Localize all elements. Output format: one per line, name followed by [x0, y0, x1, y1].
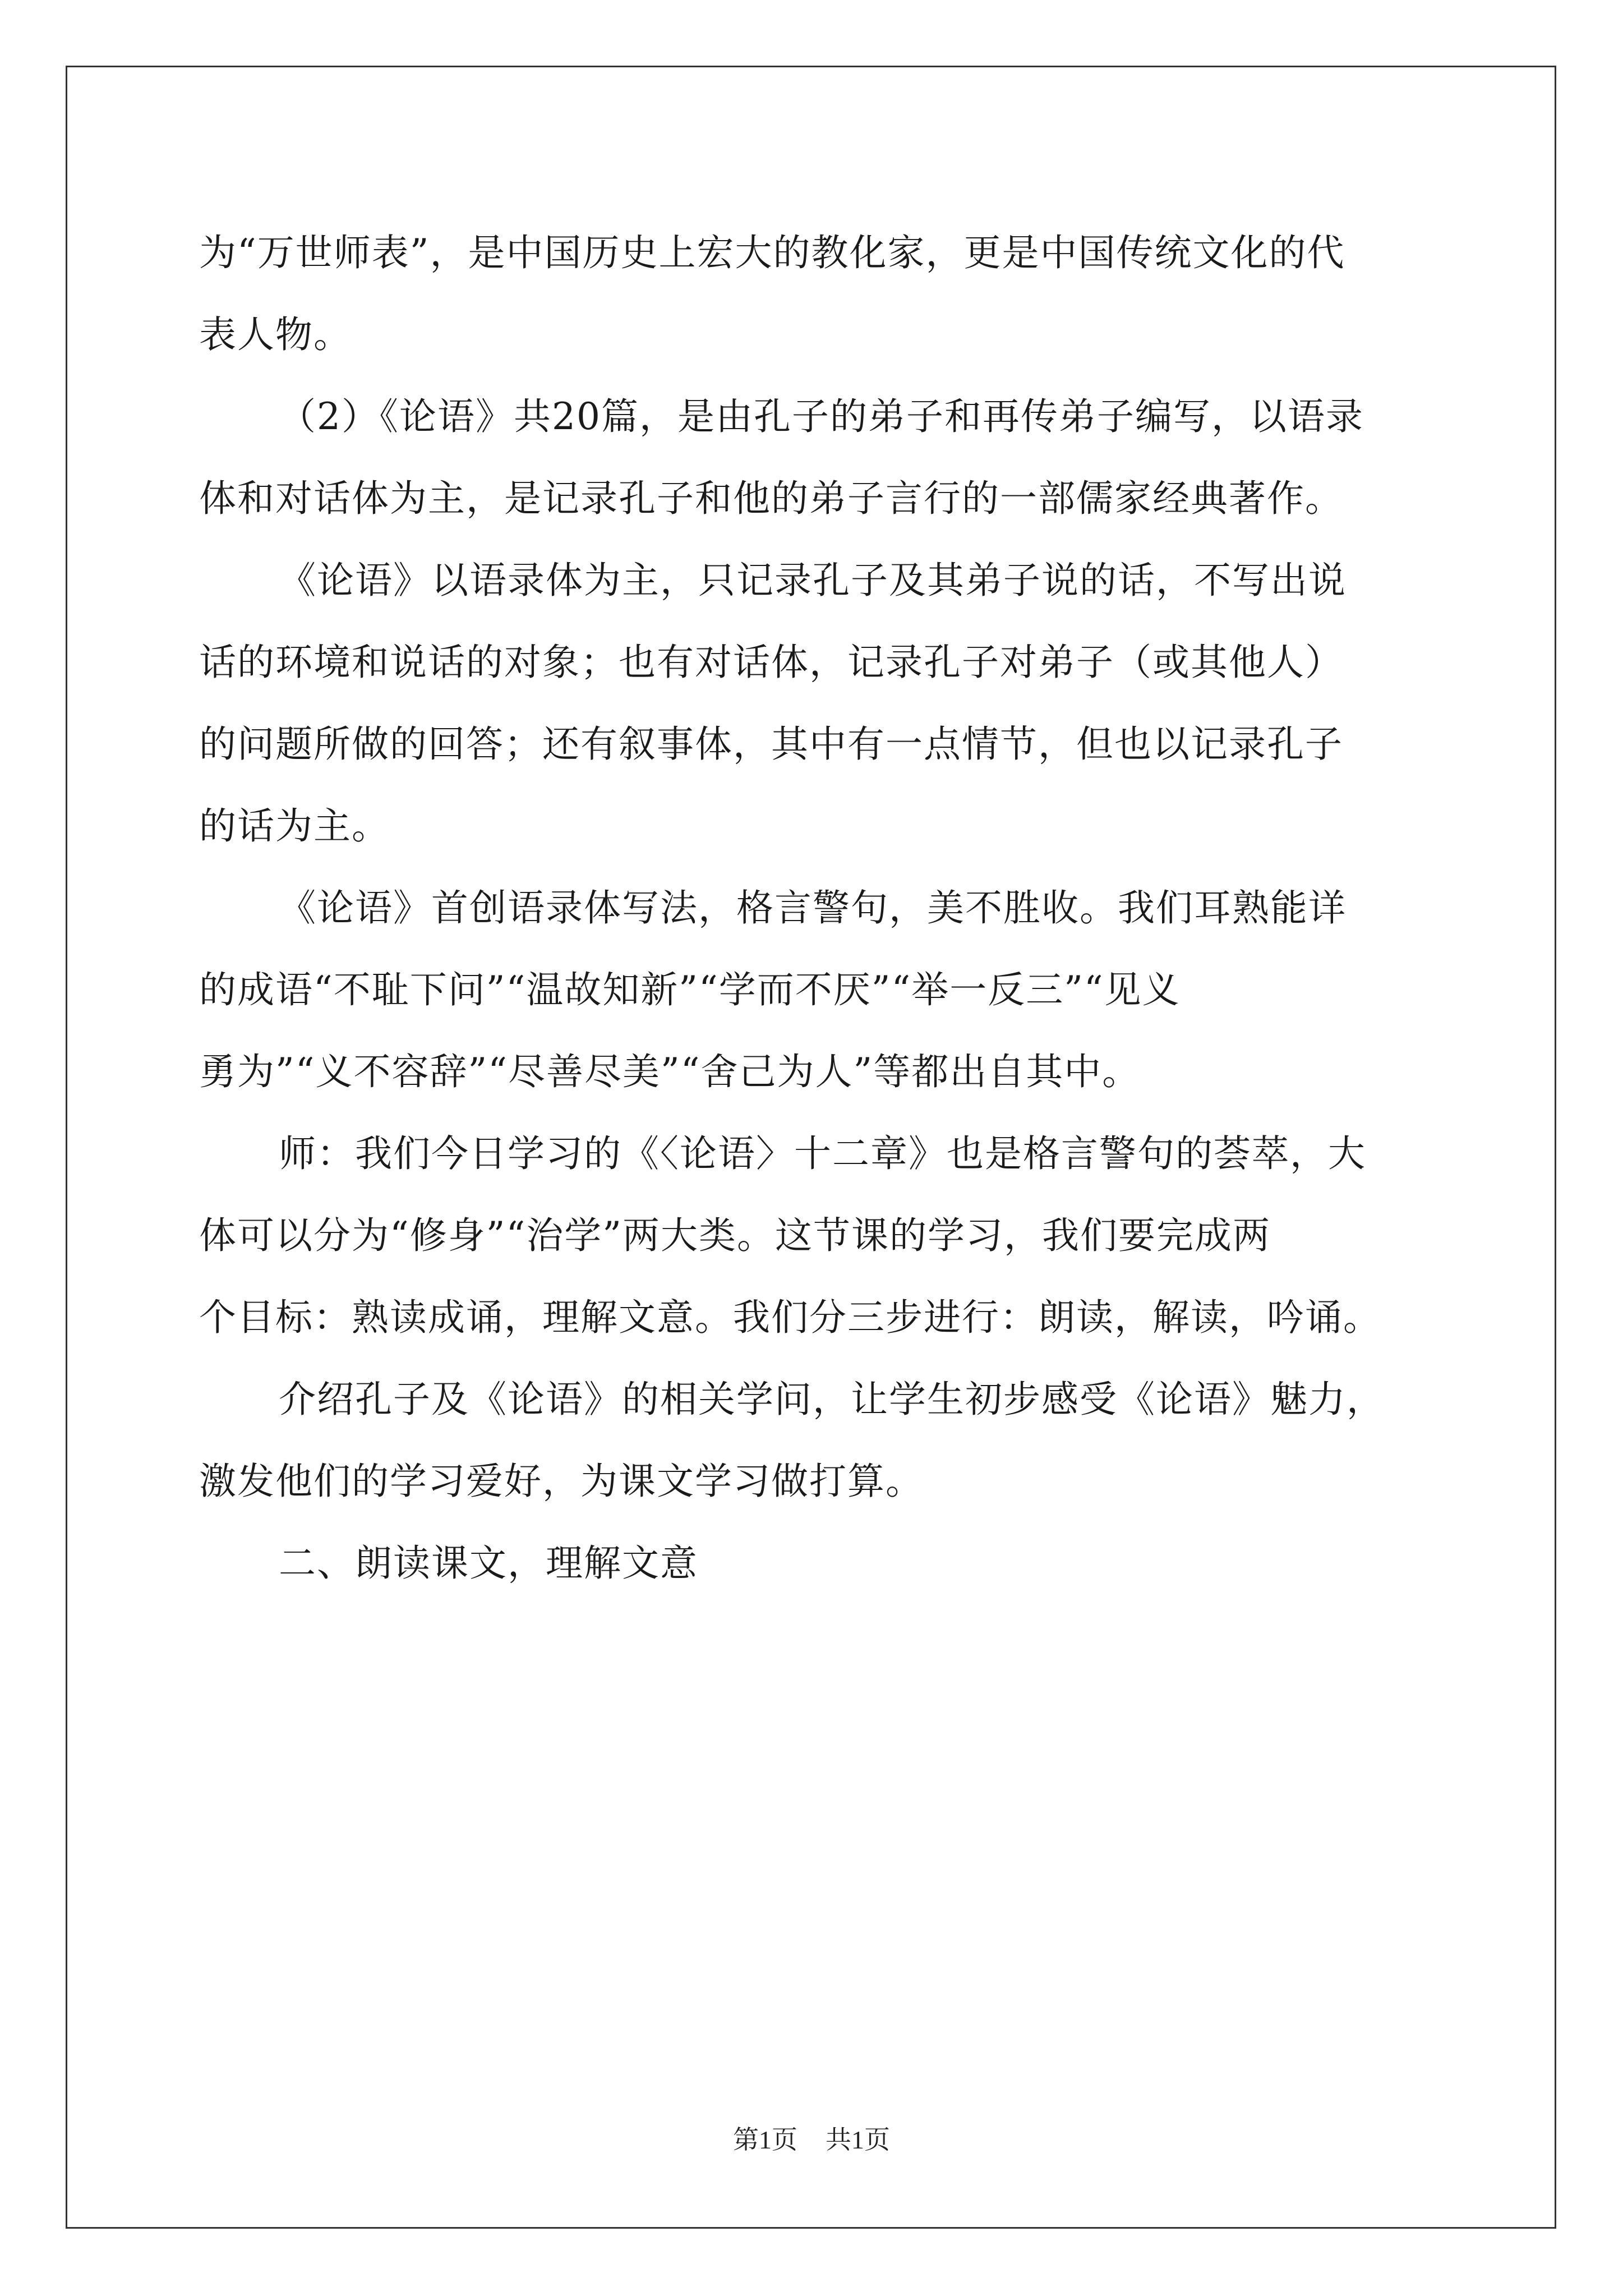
text-line: 表人物。: [199, 313, 352, 356]
text-line: 为“万世师表”，是中国历史上宏大的教化家，更是中国传统文化的代: [199, 231, 1345, 274]
text-line: 《论语》首创语录体写法，格言警句，美不胜收。我们耳熟能详: [279, 886, 1347, 930]
page-footer: [0, 2123, 1623, 2157]
text-line: 个目标：熟读成诵，理解文意。我们分三步进行：朗读，解读，吟诵。: [199, 1296, 1381, 1339]
section-heading: 二、朗读课文，理解文意: [279, 1542, 698, 1585]
text-line: 的成语“不耻下问”“温故知新”“学而不厌”“举一反三”“见义: [199, 968, 1181, 1011]
page-total: 共1页: [826, 2125, 890, 2154]
text-line: （2）《论语》共20篇，是由孔子的弟子和再传弟子编写，以语录: [279, 395, 1364, 438]
page-number: 第1页: [733, 2125, 797, 2154]
text-line: 激发他们的学习爱好，为课文学习做打算。: [199, 1460, 924, 1503]
text-line: 师：我们今日学习的《〈论语〉十二章》也是格言警句的荟萃，大: [279, 1132, 1366, 1175]
text-line: 的话为主。: [199, 804, 390, 848]
text-line: 体可以分为“修身”“治学”两大类。这节课的学习，我们要完成两: [199, 1214, 1271, 1257]
text-line: 体和对话体为主，是记录孔子和他的弟子言行的一部儒家经典著作。: [199, 477, 1343, 520]
text-line: 勇为”“义不容辞”“尽善尽美”“舍己为人”等都出自其中。: [199, 1050, 1141, 1093]
text-line: 介绍孔子及《论语》的相关学问，让学生初步感受《论语》魅力，: [279, 1378, 1385, 1421]
text-line: 的问题所做的回答；还有叙事体，其中有一点情节，但也以记录孔子: [199, 723, 1343, 766]
text-line: 《论语》以语录体为主，只记录孔子及其弟子说的话，不写出说: [279, 559, 1347, 602]
document-body: [199, 212, 1427, 1604]
text-line: 话的环境和说话的对象；也有对话体，记录孔子对弟子（或其他人）: [199, 641, 1343, 684]
